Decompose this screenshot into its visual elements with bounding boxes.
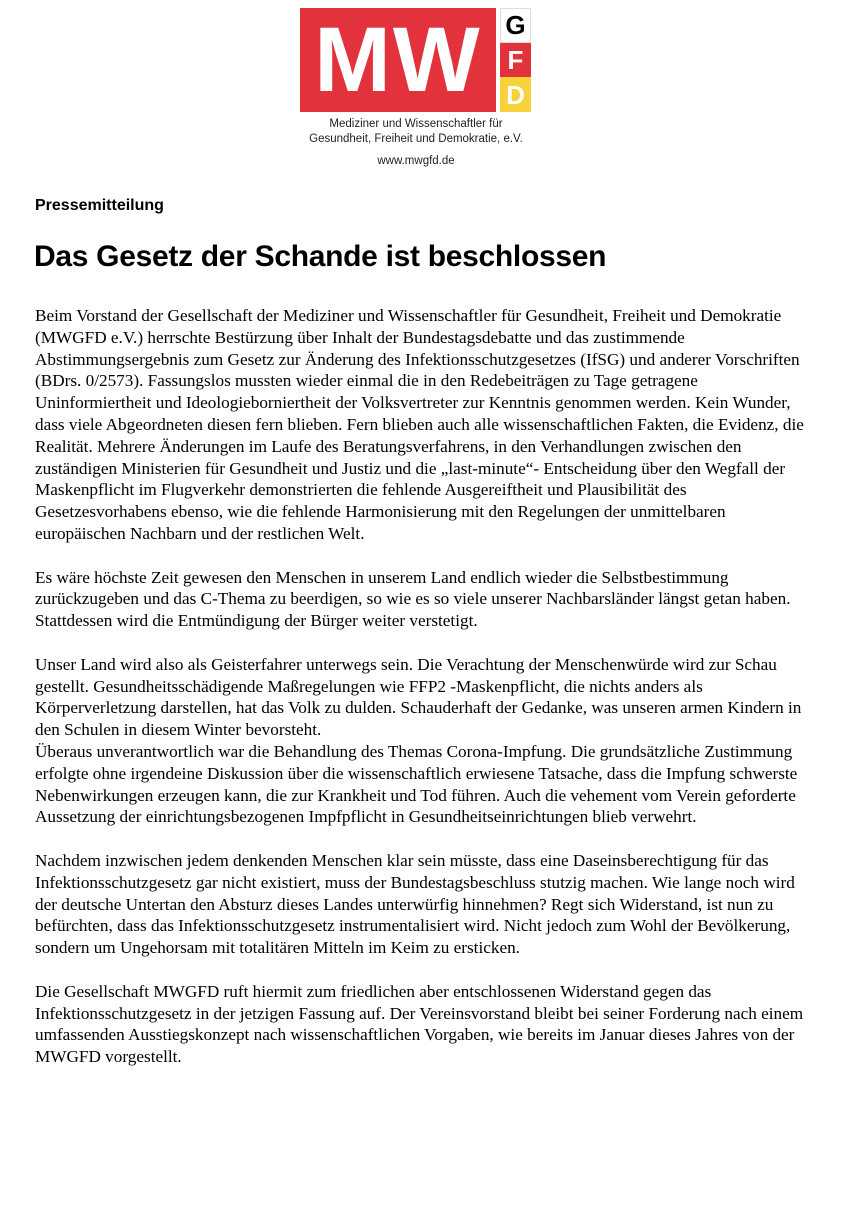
logo-subtitle: [240, 117, 592, 169]
paragraph: Es wäre höchste Zeit gewesen den Menschen in unserem Land endlich wieder die Selbstbestimmung zurückzugeben und das C-Thema zu beerdigen, so wie es so viele unserer Nachbarsländer längst getan haben. Stattdessen wird die Entmündigung der Bürger weiter verstetigt.: [35, 567, 791, 631]
document-type-label: Pressemitteilung: [35, 197, 164, 214]
paragraph: Unser Land wird also als Geisterfahrer unterwegs sein. Die Verachtung der Menschenwürde wird zur Schau gestellt. Gesundheitsschädigende Maßregelungen wie FFP2 -Maskenpflicht, die nichts anders als Körperverletzung darstellen, hat das Volk zu dulden. Schauderhaft der Gedanke, was unseren armen Kindern in den Schulen in diesem Winter bevorsteht.: [35, 654, 802, 740]
paragraph: Überaus unverantwortlich war die Behandlung des Themas Corona-Impfung. Die grundsätzliche Zustimmung erfolgte ohne irgendeine Diskussion über die wissenschaftlich erwiesene Tatsache, dass die Impfung schwerste Nebenwirkungen erzeugen kann, die zur Krankheit und Tod führen. Auch die vehement vom Verein geforderte Aussetzung der einrichtungsbezogenen Impfpflicht in Gesundheitseinrichtungen blieb verwehrt.: [35, 741, 798, 827]
website-url: www.mwgfd.de: [377, 155, 455, 167]
logo-mw-block: MW: [300, 8, 496, 112]
mwgfd-logo: [300, 8, 531, 112]
paragraph: Die Gesellschaft MWGFD ruft hiermit zum friedlichen aber entschlossenen Widerstand gegen das Infektionsschutzgesetz in der jetzigen Fassung auf. Der Vereinsvorstand bleibt bei seiner Forderung nach einem umfassenden Ausstiegskonzept nach wissenschaftlichen Vorgaben, wie bereits im Januar dieses Jahres von der MWGFD vorgestellt.: [35, 981, 804, 1067]
paragraph: Nachdem inzwischen jedem denkenden Menschen klar sein müsste, dass eine Daseinsberechtigung für das Infektionsschutzgesetz gar nicht existiert, muss der Bundestagsbeschluss stutzig machen. Wie lange noch wird der deutsche Untertan den Absturz dieses Landes unterwürfig hinnehmen? Regt sich Widerstand, ist nun zu befürchten, dass das Infektionsschutzgesetz instrumentalisiert wird. Nicht jedoch zum Wohl der Bevölkerung, sondern um Ungehorsam mit totalitären Mitteln im Keim zu ersticken.: [35, 850, 795, 958]
paragraph: Beim Vorstand der Gesellschaft der Mediziner und Wissenschaftler für Gesundheit, Freiheit und Demokratie (MWGFD e.V.) herrschte Bestürzung über Inhalt der Bundestagsdebatte und das zustimmende Abstimmungsergebnis zum Gesetz zur Änderung des Infektionsschutzgesetzes (IfSG) und anderer Vorschriften (BDrs. 0/2573). Fassungslos mussten wieder einmal die in den Redebeiträgen zu Tage getragene Uninformiertheit und Ideologieborniertheit der Volksvertreter zur Kenntnis genommen werden. Kein Wunder, dass viele Abgeordneten diesen fern blieben. Fern blieben auch alle wissenschaftlichen Fakten, die Evidenz, die Realität. Mehrere Änderungen im Laufe des Beratungsverfahrens, in den Verhandlungen zwischen den zuständigen Ministerien für Gesundheit und Justiz und die „last-minute“- Entscheidung über den Wegfall der Maskenpflicht im Flugverkehr demonstrierten die fehlende Ausgereiftheit und Plausibilität des Gesetzesvorhabens ebenso, wie die fehlende Harmonisierung mit den Regelungen der unmittelbaren europäischen Nachbarn und der restlichen Welt.: [35, 306, 804, 543]
logo-letter-f: F: [500, 43, 531, 78]
page-title: Das Gesetz der Schande ist beschlossen: [34, 240, 607, 273]
logo-subtitle-line1: Mediziner und Wissenschaftler für: [329, 118, 503, 130]
body-text: [35, 305, 810, 1090]
logo-gfd-flag: [500, 8, 531, 112]
logo-subtitle-line2: Gesundheit, Freiheit und Demokratie, e.V.: [309, 133, 523, 145]
logo-letter-d: D: [500, 77, 531, 112]
logo-letter-g: G: [500, 8, 531, 43]
